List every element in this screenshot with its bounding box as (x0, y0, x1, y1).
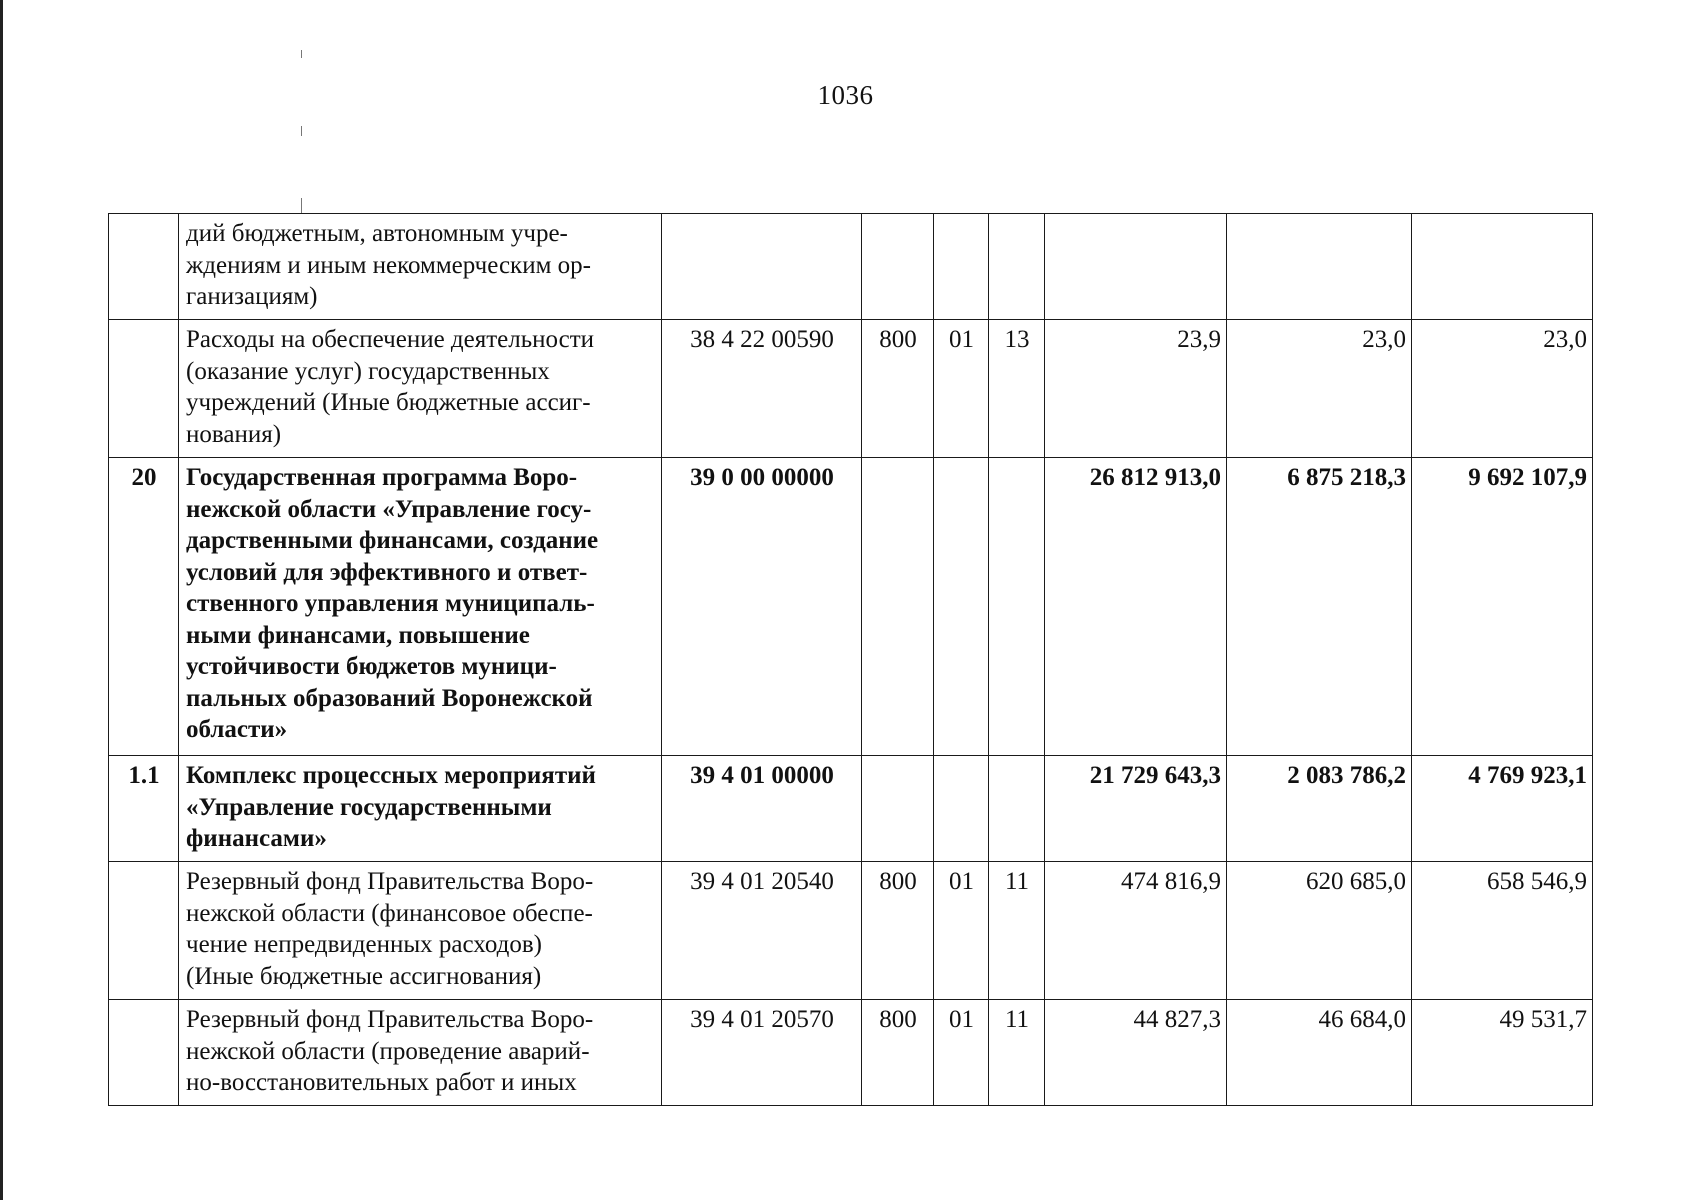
expense-name: дий бюджетным, автономным учре- ждениям и иным некоммерческим ор- ганизациям) (179, 214, 662, 320)
section-code: 01 (934, 1000, 989, 1106)
amount-year-3: 4 769 923,1 (1412, 756, 1593, 862)
scan-edge (0, 0, 3, 1200)
table-row (109, 320, 1593, 458)
amount-year-1: 44 827,3 (1045, 1000, 1227, 1106)
amount-year-1 (1045, 214, 1227, 320)
table-row (109, 1000, 1593, 1106)
table-row (109, 214, 1593, 320)
expense-type-code: 800 (862, 862, 934, 1000)
expense-type-code: 800 (862, 1000, 934, 1106)
subsection-code (989, 756, 1045, 862)
row-number (109, 214, 179, 320)
amount-year-3: 9 692 107,9 (1412, 458, 1593, 756)
expense-type-code (862, 214, 934, 320)
expense-type-code (862, 756, 934, 862)
expense-name: Комплекс процессных мероприятий «Управление государственными финансами» (179, 756, 662, 862)
subsection-code (989, 214, 1045, 320)
table-row (109, 756, 1593, 862)
row-number (109, 862, 179, 1000)
section-code: 01 (934, 862, 989, 1000)
target-article-code: 39 4 01 00000 (662, 756, 862, 862)
amount-year-2: 2 083 786,2 (1227, 756, 1412, 862)
section-code (934, 458, 989, 756)
target-article-code: 39 4 01 20570 (662, 1000, 862, 1106)
amount-year-3: 658 546,9 (1412, 862, 1593, 1000)
scan-mark (301, 198, 302, 214)
expense-type-code: 800 (862, 320, 934, 458)
expense-name: Государственная программа Воро- нежской области «Управление госу- дарственными финансами, создание условий для эффективного и ответ- ственного управления муниципаль- ными финансами, повышение устойчивости бюджетов муници- пальных образований Воронежской области» (179, 458, 662, 756)
expense-type-code (862, 458, 934, 756)
amount-year-1: 21 729 643,3 (1045, 756, 1227, 862)
amount-year-1: 474 816,9 (1045, 862, 1227, 1000)
section-code (934, 756, 989, 862)
amount-year-3 (1412, 214, 1593, 320)
row-number (109, 1000, 179, 1106)
subsection-code: 13 (989, 320, 1045, 458)
target-article-code: 38 4 22 00590 (662, 320, 862, 458)
amount-year-3: 49 531,7 (1412, 1000, 1593, 1106)
scan-mark (301, 50, 302, 58)
section-code: 01 (934, 320, 989, 458)
table-row (109, 862, 1593, 1000)
amount-year-3: 23,0 (1412, 320, 1593, 458)
expense-name: Резервный фонд Правительства Воро- нежской области (проведение аварий- но-восстановительных работ и иных (179, 1000, 662, 1106)
target-article-code: 39 0 00 00000 (662, 458, 862, 756)
amount-year-2: 6 875 218,3 (1227, 458, 1412, 756)
target-article-code: 39 4 01 20540 (662, 862, 862, 1000)
subsection-code (989, 458, 1045, 756)
subsection-code: 11 (989, 1000, 1045, 1106)
table-row (109, 458, 1593, 756)
amount-year-2 (1227, 214, 1412, 320)
row-number: 1.1 (109, 756, 179, 862)
target-article-code (662, 214, 862, 320)
row-number (109, 320, 179, 458)
amount-year-2: 620 685,0 (1227, 862, 1412, 1000)
amount-year-1: 23,9 (1045, 320, 1227, 458)
subsection-code: 11 (989, 862, 1045, 1000)
amount-year-1: 26 812 913,0 (1045, 458, 1227, 756)
section-code (934, 214, 989, 320)
budget-table (108, 213, 1593, 1106)
expense-name: Расходы на обеспечение деятельности (оказание услуг) государственных учреждений (Иные бюджетные ассиг- нования) (179, 320, 662, 458)
amount-year-2: 46 684,0 (1227, 1000, 1412, 1106)
amount-year-2: 23,0 (1227, 320, 1412, 458)
expense-name: Резервный фонд Правительства Воро- нежской области (финансовое обеспе- чение непредвиденных расходов) (Иные бюджетные ассигнования) (179, 862, 662, 1000)
scan-mark (301, 126, 302, 136)
row-number: 20 (109, 458, 179, 756)
page-number: 1036 (817, 80, 874, 110)
